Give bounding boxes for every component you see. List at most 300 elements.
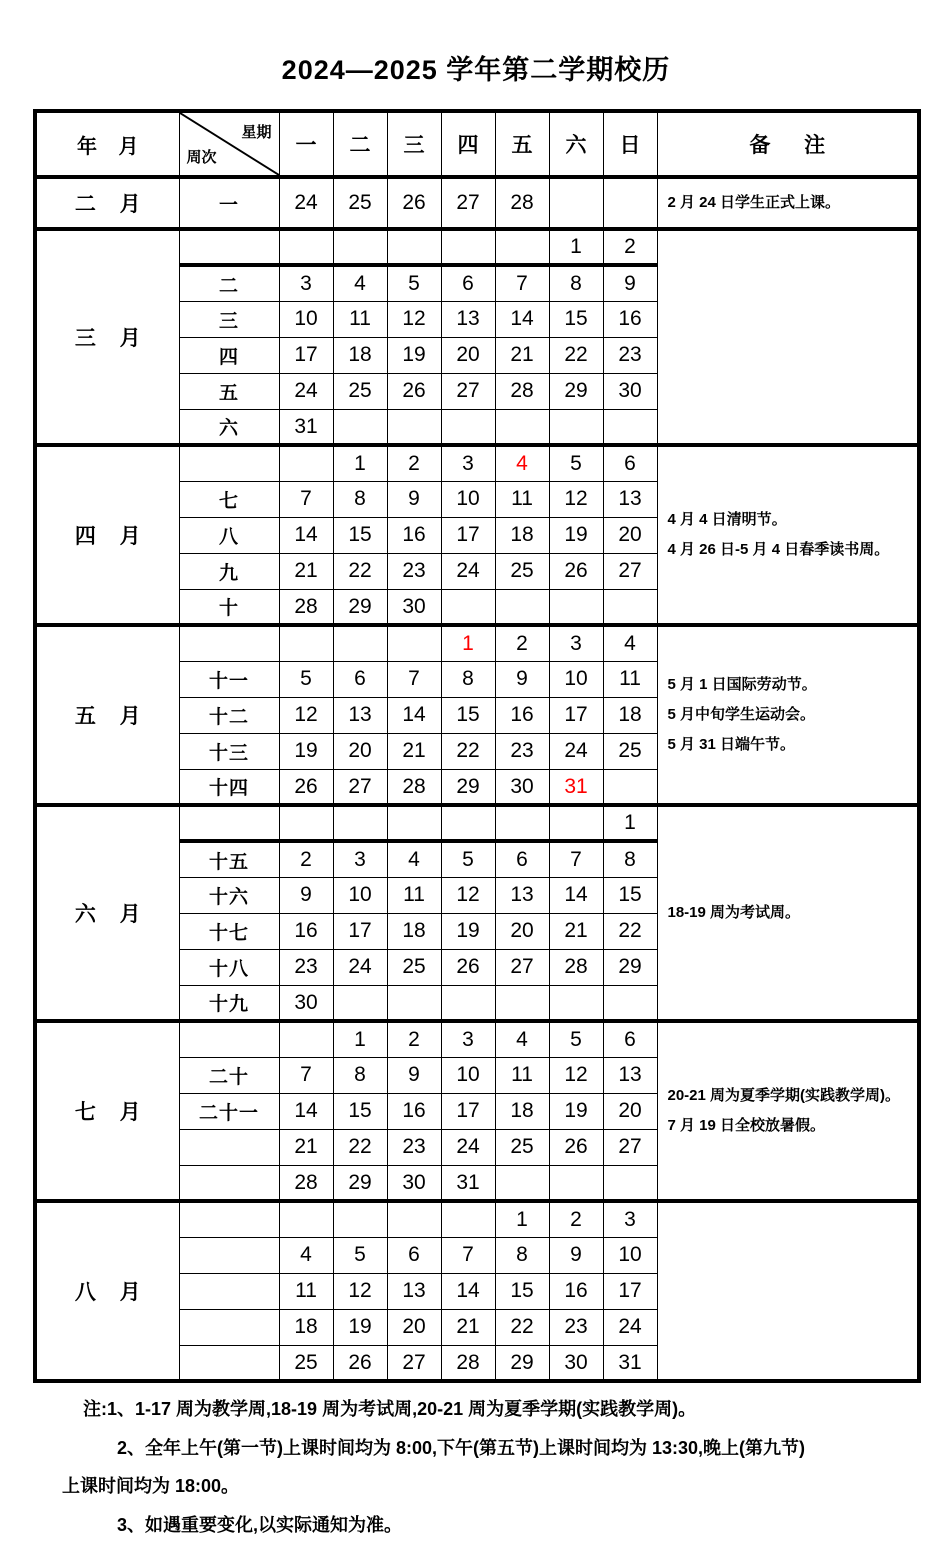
weekday-header-tue: 二 xyxy=(333,111,387,177)
day-cell: 24 xyxy=(549,733,603,769)
day-cell: 10 xyxy=(441,1057,495,1093)
month-label: 五 月 xyxy=(35,625,179,805)
day-cell-empty xyxy=(387,805,441,841)
day-cell-empty xyxy=(549,177,603,229)
day-cell: 10 xyxy=(441,481,495,517)
day-cell: 9 xyxy=(387,481,441,517)
month-label: 六 月 xyxy=(35,805,179,1021)
month-label: 七 月 xyxy=(35,1021,179,1201)
page-title: 2024—2025 学年第二学期校历 xyxy=(281,55,671,85)
footnote-2-continued: 上课时间均为 18:00。 xyxy=(62,1476,240,1497)
day-cell: 3 xyxy=(441,445,495,481)
calendar-row xyxy=(35,625,919,661)
day-cell-empty xyxy=(333,1201,387,1237)
day-cell: 20 xyxy=(441,337,495,373)
remark-line: 5 月 1 日国际劳动节。 xyxy=(667,675,817,693)
day-cell: 13 xyxy=(603,1057,657,1093)
footnote-2: 2、全年上午(第一节)上课时间均为 8:00,下午(第五节)上课时间均为 13:30,晚上(第九节) xyxy=(117,1437,806,1458)
calendar-table xyxy=(33,109,921,1383)
month-remarks xyxy=(657,445,919,625)
day-cell-empty xyxy=(441,985,495,1021)
month-remarks xyxy=(657,229,919,445)
day-cell: 21 xyxy=(279,1129,333,1165)
month-label: 八 月 xyxy=(35,1201,179,1381)
day-cell-empty xyxy=(549,805,603,841)
day-cell: 29 xyxy=(549,373,603,409)
calendar-row xyxy=(35,1021,919,1057)
day-cell: 25 xyxy=(495,553,549,589)
day-cell: 23 xyxy=(549,1309,603,1345)
day-cell: 10 xyxy=(603,1237,657,1273)
day-cell: 24 xyxy=(441,553,495,589)
day-cell: 23 xyxy=(387,1129,441,1165)
day-cell: 3 xyxy=(333,841,387,877)
day-cell-empty xyxy=(603,409,657,445)
day-cell: 30 xyxy=(279,985,333,1021)
day-cell: 19 xyxy=(333,1309,387,1345)
day-cell: 19 xyxy=(387,337,441,373)
day-cell: 19 xyxy=(441,913,495,949)
week-number-empty xyxy=(179,1309,279,1345)
remark-line: 2 月 24 日学生正式上课。 xyxy=(667,194,841,211)
day-cell: 5 xyxy=(549,445,603,481)
day-cell: 16 xyxy=(495,697,549,733)
day-cell: 6 xyxy=(603,445,657,481)
day-cell: 13 xyxy=(603,481,657,517)
month-label: 二 月 xyxy=(35,177,179,229)
day-cell: 15 xyxy=(441,697,495,733)
calendar-row xyxy=(35,445,919,481)
day-cell: 11 xyxy=(495,481,549,517)
day-cell: 21 xyxy=(387,733,441,769)
day-cell: 4 xyxy=(333,265,387,301)
day-cell: 27 xyxy=(333,769,387,805)
day-cell: 11 xyxy=(387,877,441,913)
week-number: 二 xyxy=(179,265,279,301)
day-cell: 7 xyxy=(441,1237,495,1273)
day-cell: 21 xyxy=(549,913,603,949)
month-remarks xyxy=(657,1021,919,1201)
day-cell: 14 xyxy=(549,877,603,913)
day-cell: 13 xyxy=(495,877,549,913)
day-cell-holiday: 31 xyxy=(549,769,603,805)
day-cell-empty xyxy=(603,769,657,805)
day-cell: 7 xyxy=(279,481,333,517)
day-cell: 8 xyxy=(549,265,603,301)
day-cell: 6 xyxy=(603,1021,657,1057)
day-cell: 29 xyxy=(333,1165,387,1201)
day-cell-empty xyxy=(333,409,387,445)
day-cell-empty xyxy=(279,625,333,661)
day-cell: 3 xyxy=(549,625,603,661)
day-cell: 17 xyxy=(441,517,495,553)
day-cell: 26 xyxy=(387,373,441,409)
day-cell: 23 xyxy=(495,733,549,769)
day-cell: 15 xyxy=(495,1273,549,1309)
day-cell: 9 xyxy=(279,877,333,913)
weekday-header-mon: 一 xyxy=(279,111,333,177)
day-cell: 16 xyxy=(549,1273,603,1309)
day-cell-empty xyxy=(495,409,549,445)
day-cell: 4 xyxy=(495,1021,549,1057)
day-cell: 14 xyxy=(279,517,333,553)
week-number: 三 xyxy=(179,301,279,337)
day-cell-empty xyxy=(387,229,441,265)
day-cell: 26 xyxy=(333,1345,387,1381)
day-cell: 8 xyxy=(603,841,657,877)
day-cell-empty xyxy=(495,1165,549,1201)
day-cell: 23 xyxy=(387,553,441,589)
calendar-body xyxy=(35,177,919,1381)
day-cell: 20 xyxy=(387,1309,441,1345)
day-cell: 12 xyxy=(441,877,495,913)
day-cell: 2 xyxy=(387,445,441,481)
remark-line: 5 月中旬学生运动会。 xyxy=(667,706,816,724)
day-cell: 4 xyxy=(279,1237,333,1273)
day-cell: 17 xyxy=(441,1093,495,1129)
day-cell: 2 xyxy=(495,625,549,661)
day-cell-empty xyxy=(549,985,603,1021)
month-remarks xyxy=(657,805,919,1021)
day-cell-empty xyxy=(603,177,657,229)
weekday-diagonal-label: 星期 xyxy=(241,124,272,141)
day-cell-empty xyxy=(495,589,549,625)
day-cell: 28 xyxy=(441,1345,495,1381)
day-cell: 1 xyxy=(549,229,603,265)
day-cell: 4 xyxy=(603,625,657,661)
week-number: 五 xyxy=(179,373,279,409)
day-cell: 30 xyxy=(387,589,441,625)
day-cell-empty xyxy=(333,625,387,661)
remark-line: 7 月 19 日全校放暑假。 xyxy=(667,1117,826,1135)
day-cell-empty xyxy=(549,409,603,445)
day-cell: 5 xyxy=(549,1021,603,1057)
day-cell: 25 xyxy=(279,1345,333,1381)
month-label: 四 月 xyxy=(35,445,179,625)
day-cell: 5 xyxy=(333,1237,387,1273)
day-cell: 6 xyxy=(495,841,549,877)
day-cell: 17 xyxy=(549,697,603,733)
day-cell: 4 xyxy=(387,841,441,877)
day-cell: 9 xyxy=(603,265,657,301)
header-row xyxy=(35,111,919,177)
day-cell-empty xyxy=(387,625,441,661)
day-cell: 22 xyxy=(333,1129,387,1165)
day-cell-empty xyxy=(603,589,657,625)
day-cell: 31 xyxy=(441,1165,495,1201)
day-cell: 24 xyxy=(279,373,333,409)
day-cell: 8 xyxy=(495,1237,549,1273)
day-cell: 3 xyxy=(441,1021,495,1057)
day-cell: 28 xyxy=(279,589,333,625)
day-cell: 18 xyxy=(387,913,441,949)
week-number-empty xyxy=(179,1165,279,1201)
day-cell-empty xyxy=(279,1021,333,1057)
day-cell: 28 xyxy=(387,769,441,805)
day-cell: 18 xyxy=(495,1093,549,1129)
day-cell: 22 xyxy=(495,1309,549,1345)
day-cell: 12 xyxy=(549,1057,603,1093)
day-cell: 13 xyxy=(387,1273,441,1309)
day-cell: 16 xyxy=(603,301,657,337)
day-cell: 16 xyxy=(387,517,441,553)
day-cell: 1 xyxy=(333,1021,387,1057)
day-cell: 15 xyxy=(333,517,387,553)
day-cell: 14 xyxy=(441,1273,495,1309)
day-cell: 28 xyxy=(495,177,549,229)
weekday-header-thu: 四 xyxy=(441,111,495,177)
day-cell: 19 xyxy=(549,1093,603,1129)
day-cell: 27 xyxy=(603,1129,657,1165)
day-cell-empty xyxy=(441,409,495,445)
day-cell: 17 xyxy=(279,337,333,373)
week-number: 十四 xyxy=(179,769,279,805)
week-number: 一 xyxy=(179,177,279,229)
day-cell-empty xyxy=(441,589,495,625)
day-cell: 6 xyxy=(333,661,387,697)
footnote-1: 注:1、1-17 周为教学周,18-19 周为考试周,20-21 周为夏季学期(实践教学周)。 xyxy=(83,1399,697,1420)
day-cell: 30 xyxy=(495,769,549,805)
day-cell: 15 xyxy=(333,1093,387,1129)
day-cell: 27 xyxy=(387,1345,441,1381)
week-number: 二十 xyxy=(179,1057,279,1093)
day-cell: 14 xyxy=(279,1093,333,1129)
day-cell-empty xyxy=(549,589,603,625)
day-cell: 21 xyxy=(495,337,549,373)
week-number: 十八 xyxy=(179,949,279,985)
day-cell: 2 xyxy=(549,1201,603,1237)
day-cell-empty xyxy=(279,445,333,481)
day-cell: 16 xyxy=(387,1093,441,1129)
week-number: 四 xyxy=(179,337,279,373)
day-cell: 12 xyxy=(333,1273,387,1309)
remark-line: 20-21 周为夏季学期(实践教学周)。 xyxy=(667,1087,901,1104)
day-cell: 30 xyxy=(549,1345,603,1381)
day-cell: 10 xyxy=(333,877,387,913)
weekday-header-fri: 五 xyxy=(495,111,549,177)
day-cell: 26 xyxy=(549,1129,603,1165)
day-cell: 13 xyxy=(441,301,495,337)
day-cell-empty xyxy=(279,1201,333,1237)
day-cell-empty xyxy=(603,1165,657,1201)
day-cell: 27 xyxy=(495,949,549,985)
week-number-empty xyxy=(179,1021,279,1057)
day-cell: 5 xyxy=(387,265,441,301)
day-cell-empty xyxy=(495,805,549,841)
remark-line: 18-19 周为考试周。 xyxy=(667,904,801,922)
day-cell: 3 xyxy=(279,265,333,301)
day-cell: 5 xyxy=(441,841,495,877)
day-cell: 13 xyxy=(333,697,387,733)
day-cell: 25 xyxy=(603,733,657,769)
day-cell-empty xyxy=(495,229,549,265)
day-cell: 18 xyxy=(495,517,549,553)
day-cell: 11 xyxy=(333,301,387,337)
day-cell: 20 xyxy=(603,1093,657,1129)
day-cell-holiday: 4 xyxy=(495,445,549,481)
day-cell: 11 xyxy=(603,661,657,697)
day-cell: 29 xyxy=(441,769,495,805)
day-cell: 11 xyxy=(495,1057,549,1093)
calendar-row xyxy=(35,177,919,229)
day-cell: 24 xyxy=(279,177,333,229)
day-cell: 1 xyxy=(333,445,387,481)
day-cell: 12 xyxy=(279,697,333,733)
day-cell: 23 xyxy=(279,949,333,985)
day-cell: 17 xyxy=(603,1273,657,1309)
day-cell: 31 xyxy=(603,1345,657,1381)
day-cell: 10 xyxy=(549,661,603,697)
day-cell: 27 xyxy=(441,177,495,229)
month-remarks xyxy=(657,625,919,805)
day-cell: 22 xyxy=(441,733,495,769)
day-cell: 20 xyxy=(333,733,387,769)
calendar-row xyxy=(35,805,919,841)
weekday-header-sun: 日 xyxy=(603,111,657,177)
day-cell: 1 xyxy=(495,1201,549,1237)
week-number: 十五 xyxy=(179,841,279,877)
calendar-row xyxy=(35,229,919,265)
day-cell: 22 xyxy=(549,337,603,373)
weekday-header-wed: 三 xyxy=(387,111,441,177)
day-cell-empty xyxy=(333,805,387,841)
week-number-empty xyxy=(179,805,279,841)
week-number: 九 xyxy=(179,553,279,589)
week-number-empty xyxy=(179,1345,279,1381)
day-cell: 2 xyxy=(279,841,333,877)
week-number-empty xyxy=(179,1273,279,1309)
day-cell: 24 xyxy=(333,949,387,985)
day-cell: 6 xyxy=(387,1237,441,1273)
day-cell: 23 xyxy=(603,337,657,373)
week-number: 十三 xyxy=(179,733,279,769)
week-number: 二十一 xyxy=(179,1093,279,1129)
month-label: 三 月 xyxy=(35,229,179,445)
day-cell: 18 xyxy=(279,1309,333,1345)
week-number: 十二 xyxy=(179,697,279,733)
day-cell-empty xyxy=(441,805,495,841)
week-number-empty xyxy=(179,1201,279,1237)
remarks-header: 备 注 xyxy=(657,111,919,177)
weekday-header-sat: 六 xyxy=(549,111,603,177)
week-number: 八 xyxy=(179,517,279,553)
week-number-empty xyxy=(179,625,279,661)
day-cell: 15 xyxy=(549,301,603,337)
calendar-row xyxy=(35,1201,919,1237)
day-cell-empty xyxy=(549,1165,603,1201)
week-number: 七 xyxy=(179,481,279,517)
day-cell-empty xyxy=(333,985,387,1021)
day-cell-empty xyxy=(387,1201,441,1237)
day-cell: 25 xyxy=(495,1129,549,1165)
day-cell-empty xyxy=(441,229,495,265)
day-cell: 19 xyxy=(549,517,603,553)
day-cell: 26 xyxy=(441,949,495,985)
day-cell: 9 xyxy=(387,1057,441,1093)
day-cell: 28 xyxy=(495,373,549,409)
day-cell: 1 xyxy=(603,805,657,841)
remark-line: 4 月 26 日-5 月 4 日春季读书周。 xyxy=(667,541,890,559)
day-cell: 3 xyxy=(603,1201,657,1237)
calendar-wrapper xyxy=(33,109,952,1383)
month-remarks xyxy=(657,1201,919,1381)
day-cell-empty xyxy=(441,1201,495,1237)
week-number: 十七 xyxy=(179,913,279,949)
day-cell: 10 xyxy=(279,301,333,337)
day-cell-empty xyxy=(279,805,333,841)
day-cell-empty xyxy=(387,985,441,1021)
remark-line: 5 月 31 日端午节。 xyxy=(667,736,796,754)
day-cell: 27 xyxy=(603,553,657,589)
week-number-empty xyxy=(179,229,279,265)
day-cell-empty xyxy=(387,409,441,445)
day-cell-empty xyxy=(279,229,333,265)
week-weekday-diagonal-header xyxy=(179,111,279,177)
day-cell: 28 xyxy=(549,949,603,985)
week-number-empty xyxy=(179,445,279,481)
day-cell: 18 xyxy=(333,337,387,373)
day-cell: 24 xyxy=(603,1309,657,1345)
day-cell-empty xyxy=(603,985,657,1021)
day-cell: 20 xyxy=(495,913,549,949)
day-cell: 25 xyxy=(333,373,387,409)
day-cell: 14 xyxy=(495,301,549,337)
day-cell: 28 xyxy=(279,1165,333,1201)
day-cell: 6 xyxy=(441,265,495,301)
day-cell: 20 xyxy=(603,517,657,553)
day-cell: 7 xyxy=(279,1057,333,1093)
day-cell: 11 xyxy=(279,1273,333,1309)
week-number: 十一 xyxy=(179,661,279,697)
day-cell: 2 xyxy=(387,1021,441,1057)
day-cell: 29 xyxy=(333,589,387,625)
footnote-3: 3、如遇重要变化,以实际通知为准。 xyxy=(117,1514,403,1535)
week-number: 十 xyxy=(179,589,279,625)
year-month-header: 年 月 xyxy=(35,111,179,177)
day-cell: 17 xyxy=(333,913,387,949)
day-cell: 9 xyxy=(549,1237,603,1273)
day-cell: 7 xyxy=(387,661,441,697)
day-cell: 9 xyxy=(495,661,549,697)
day-cell: 8 xyxy=(333,1057,387,1093)
day-cell: 26 xyxy=(549,553,603,589)
day-cell-holiday: 1 xyxy=(441,625,495,661)
day-cell-empty xyxy=(495,985,549,1021)
week-number-empty xyxy=(179,1237,279,1273)
day-cell: 7 xyxy=(549,841,603,877)
day-cell: 21 xyxy=(441,1309,495,1345)
day-cell: 22 xyxy=(333,553,387,589)
day-cell: 26 xyxy=(279,769,333,805)
month-remarks xyxy=(657,177,919,229)
day-cell: 22 xyxy=(603,913,657,949)
day-cell: 24 xyxy=(441,1129,495,1165)
day-cell: 21 xyxy=(279,553,333,589)
day-cell: 16 xyxy=(279,913,333,949)
day-cell: 25 xyxy=(333,177,387,229)
day-cell: 14 xyxy=(387,697,441,733)
day-cell: 18 xyxy=(603,697,657,733)
day-cell: 26 xyxy=(387,177,441,229)
remark-line: 4 月 4 日清明节。 xyxy=(667,511,787,528)
week-number: 六 xyxy=(179,409,279,445)
day-cell: 15 xyxy=(603,877,657,913)
day-cell: 30 xyxy=(603,373,657,409)
day-cell: 5 xyxy=(279,661,333,697)
day-cell: 27 xyxy=(441,373,495,409)
day-cell: 29 xyxy=(495,1345,549,1381)
day-cell: 31 xyxy=(279,409,333,445)
